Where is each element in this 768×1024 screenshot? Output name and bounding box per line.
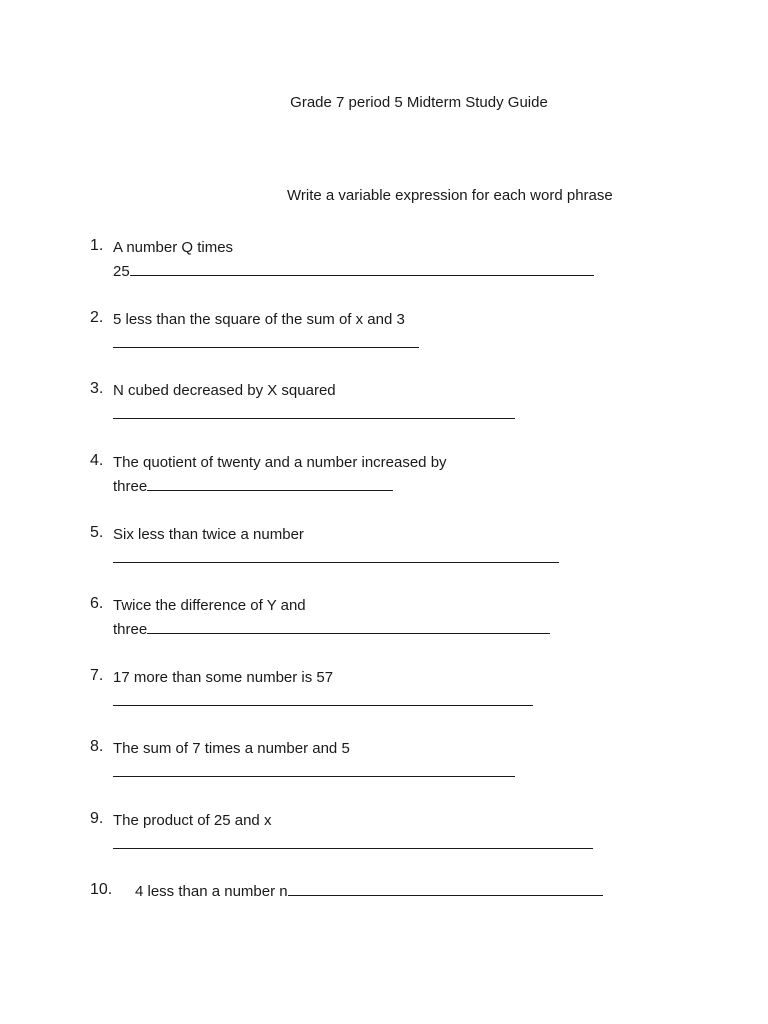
answer-blank[interactable] — [147, 476, 393, 491]
question-text: The sum of 7 times a number and 5 — [113, 740, 350, 757]
question-number: 8. — [90, 738, 104, 755]
answer-prefix: 25 — [113, 263, 130, 280]
question-number: 3. — [90, 380, 104, 397]
question-number: 6. — [90, 595, 104, 612]
answer-blank[interactable] — [113, 403, 515, 419]
question-text: Six less than twice a number — [113, 526, 304, 543]
answer-prefix: three — [113, 621, 148, 638]
question-number: 4. — [90, 452, 104, 469]
answer-blank[interactable] — [113, 547, 559, 563]
answer-blank[interactable] — [288, 881, 603, 896]
question-text: 4 less than a number n — [135, 883, 288, 900]
question-text: 5 less than the square of the sum of x and 3 — [113, 311, 405, 328]
page-title: Grade 7 period 5 Midterm Study Guide — [290, 94, 548, 111]
question-number: 2. — [90, 309, 104, 326]
answer-blank[interactable] — [113, 833, 593, 849]
question-number: 10. — [90, 881, 113, 898]
question-text: 17 more than some number is 57 — [113, 669, 334, 686]
answer-blank[interactable] — [130, 261, 594, 276]
question-number: 9. — [90, 810, 104, 827]
answer-blank[interactable] — [113, 690, 533, 706]
question-number: 1. — [90, 237, 104, 254]
question-number: 5. — [90, 524, 104, 541]
question-text: Twice the difference of Y and — [113, 597, 306, 614]
question-text: A number Q times — [113, 239, 234, 256]
question-number: 7. — [90, 667, 104, 684]
question-text: N cubed decreased by X squared — [113, 382, 336, 399]
answer-blank[interactable] — [113, 761, 515, 777]
answer-blank[interactable] — [147, 619, 550, 634]
answer-blank[interactable] — [113, 332, 419, 348]
question-text: The quotient of twenty and a number increased by — [113, 454, 447, 471]
answer-prefix: three — [113, 478, 148, 495]
question-text: The product of 25 and x — [113, 812, 272, 829]
instructions: Write a variable expression for each word phrase — [287, 187, 613, 204]
